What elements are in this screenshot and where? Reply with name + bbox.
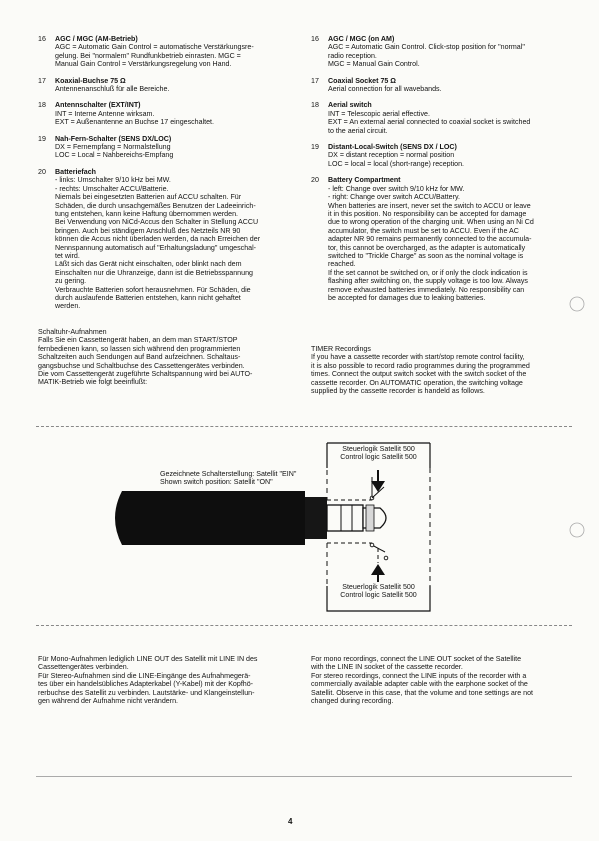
section-text-line: - links: Umschalter 9/10 kHz bei MW.	[55, 176, 171, 185]
section-text-line: EXT = Außenantenne an Buchse 17 eingeschaltet.	[55, 118, 215, 127]
section-text-line: Niemals bei eingesetzten Batterien auf ACCU schalten. Für	[55, 193, 242, 202]
section-number: 19	[311, 143, 319, 152]
section-text-line: Bei Verwendung von NiCd-Accus den Schalter in Stellung ACCU	[55, 218, 259, 227]
section-text-line: AGC = Automatic Gain Control = automatische Verstärkungsre-	[55, 43, 254, 52]
section-text-line: tor, this cannot be overcharged, as the adapter is automatically	[328, 243, 526, 252]
section-text-line: Aerial connection for all wavebands.	[328, 85, 442, 94]
section-title: Coaxial Socket 75 Ω	[328, 76, 396, 85]
section-text-line: LOC = Local = Nahbereichs-Empfang	[55, 151, 174, 160]
section-number: 18	[311, 101, 319, 110]
section-text-line: If the set cannot be switched on, or if only the clock indication is	[328, 268, 528, 277]
timer-text-line: MATIK-Betrieb wie folgt beeinflußt:	[38, 378, 148, 387]
section-text-line: LOC = local = local (short-range) reception.	[328, 159, 465, 168]
section-text-line: bringen. Auch bei ständigem Anschluß des Netzteils NR 90	[55, 226, 241, 235]
punch-hole-top	[570, 297, 584, 311]
german-recording-text	[38, 655, 293, 705]
recording-text-line: Cassettengerätes verbinden.	[38, 663, 129, 672]
section-text-line: DX = Fernempfang = Normalstellung	[55, 143, 171, 152]
top-label-english: Control logic Satellit 500	[340, 453, 417, 462]
english-recording-text	[311, 655, 571, 705]
recording-text-line: gen während der Aufnahme nicht verändern.	[38, 697, 178, 706]
timer-text-line: Falls Sie ein Cassettengerät haben, an dem man START/STOP	[38, 336, 238, 345]
section-text-line: to the aerial circuit.	[328, 126, 388, 135]
german-timer-title: Schaltuhr-Aufnahmen	[38, 328, 107, 336]
section-title: Distant-Local-Switch (SENS DX / LOC)	[328, 143, 457, 152]
section-text-line: INT = Telescopic aerial effective.	[328, 109, 430, 118]
section-text-line: werden.	[55, 302, 81, 311]
plug-body	[115, 491, 305, 545]
section-text-line: - right: Change over switch ACCU/Battery.	[328, 193, 460, 202]
top-label-german: Steuerlogik Satellit 500	[342, 445, 415, 453]
section-text-line: INT = Interne Antenne wirksam.	[55, 109, 155, 118]
section-text-line: MGC = Manual Gain Control.	[328, 60, 420, 69]
plug-collar	[305, 497, 327, 539]
punch-hole-bottom	[570, 523, 584, 537]
section-title: Aerial switch	[328, 101, 372, 110]
section-text-line: - rechts: Umschalter ACCU/Batterie.	[55, 184, 169, 193]
bottom-control-logic-label	[331, 583, 426, 599]
english-timer-title: TIMER Recordings	[311, 345, 371, 353]
recording-text-line: Satellit. Observe in this case, that the volume and tone settings are not	[311, 688, 534, 697]
section-text-line: Schäden, die durch unsachgemäßes Benutzen der Ladeeinrich-	[55, 201, 256, 210]
section-number: 16	[38, 35, 46, 43]
section-number: 17	[311, 76, 319, 85]
switch-position-caption	[160, 470, 335, 486]
section-title: Batteriefach	[55, 167, 97, 176]
plug-sleeve	[327, 505, 363, 531]
section-text-line: Läßt sich das Gerät nicht einschalten, oder blinkt nach dem	[55, 260, 242, 269]
timer-text-line: Die vom Cassettengerät zugeführte Schaltspannung wird bei AUTO-	[38, 370, 253, 379]
section-text-line: Manual Gain Control = Verstärkungsregelung von Hand.	[55, 60, 232, 69]
timer-text-line: cassette recorder. On AUTOMATIC operation, the switching voltage	[311, 378, 523, 387]
section-text-line: DX = distant reception = normal position	[328, 151, 455, 160]
lower-switch-terminal	[384, 556, 388, 560]
section-title: Antennschalter (EXT/INT)	[55, 101, 141, 110]
section-text-line: tet wird.	[55, 251, 80, 260]
section-text-line: AGC = Automatic Gain Control. Click-stop position for "normal"	[328, 43, 525, 52]
timer-text-line: Schaltzeiten auch Sendungen auf Band aufzeichnen. Schaltaus-	[38, 353, 241, 362]
section-text-line: accumulator, the switch must be set to ACCU. Even if the AC	[328, 226, 519, 235]
recording-text-line: tes über ein handelsübliches Adapterkabel (Y-Kabel) mit der Kopfhö-	[38, 680, 254, 689]
recording-text-line: with the LINE IN socket of the cassette recorder.	[311, 663, 463, 672]
section-number: 20	[311, 176, 319, 185]
recording-text-line: For mono recordings, connect the LINE OUT socket of the Satellite	[311, 655, 522, 663]
section-number: 20	[38, 167, 46, 176]
timer-text-line: it is also possible to record radio programmes during the programmed	[311, 361, 530, 370]
top-arrow-head	[371, 481, 385, 492]
timer-text-line: supplied by the cassette recorder is handeld as follows.	[311, 387, 485, 396]
section-text-line: tung entstehen, kann keine Haftung übernommen werden.	[55, 209, 238, 218]
recording-text-line: For stereo recordings, connect the LINE inputs of the recorder with a	[311, 671, 527, 680]
plug-contact	[366, 505, 374, 531]
lower-switch-contact	[370, 543, 374, 547]
recording-text-line: Für Mono-Aufnahmen lediglich LINE OUT des Satellit mit LINE IN des	[38, 655, 258, 663]
section-text-line: zu gering.	[55, 277, 87, 286]
recording-text-line: Für Stereo-Aufnahmen sind die LINE-Eingänge des Aufnahmegerä-	[38, 671, 251, 680]
section-text-line: Antennenanschluß für alle Bereiche.	[55, 85, 170, 94]
section-text-line: it in this position. No responsibility can be accepted for damage	[328, 209, 527, 218]
page-number: 4	[288, 817, 293, 826]
section-text-line: EXT = An external aerial connected to coaxial socket is switched	[328, 118, 531, 127]
section-text-line: switched to "Trickle Charge" as soon as the nominal voltage is	[328, 251, 524, 260]
section-number: 18	[38, 101, 46, 110]
section-text-line: Verbrauchte Batterien sofort herausnehmen. Für Schäden, die	[55, 285, 251, 294]
section-text-line: Einschalten nur die Uhranzeige, dann ist die Betriebsspannung	[55, 268, 253, 277]
section-text-line: flashing after switching on, the supply voltage is too low. Always	[328, 277, 528, 286]
section-text-line: können die Accus nicht überladen werden, da nach Erreichen der	[55, 235, 261, 244]
bottom-label-german: Steuerlogik Satellit 500	[342, 583, 415, 591]
section-text-line: Nennspannung automatisch auf "Erhaltungsladung" umgeschal-	[55, 243, 257, 252]
section-text-line: durch auslaufende Batterien entstehen, kann nicht gehaftet	[55, 293, 241, 302]
section-text-line: gelung. Bei "normalem" Rundfunkbetrieb einrasten. MGC =	[55, 51, 241, 60]
section-title: Nah-Fern-Schalter (SENS DX/LOC)	[55, 134, 172, 143]
section-text-line: When batteries are insert, never set the switch to ACCU or leave	[328, 201, 531, 210]
recording-text-line: rerbuchse des Satellit zu verbinden. Lautstärke- und Klangeinstellun-	[38, 688, 255, 697]
top-control-logic-label	[331, 445, 426, 461]
section-title: AGC / MGC (AM-Betrieb)	[55, 35, 138, 43]
recording-text-line: changed during recording.	[311, 697, 394, 706]
caption-english: Shown switch position: Satellit "ON"	[160, 478, 273, 487]
bottom-arrow-head	[371, 564, 385, 575]
caption-german: Gezeichnete Schalterstellung: Satellit "EIN"	[160, 470, 297, 478]
section-text-line: adapter NR 90 remains permanently connected to the accumula-	[328, 235, 532, 244]
section-number: 17	[38, 76, 46, 85]
section-number: 19	[38, 134, 46, 143]
section-text-line: be accepted for damages due to leaking batteries.	[328, 293, 486, 302]
section-text-line: reached.	[328, 260, 356, 269]
section-title: Koaxial-Buchse 75 Ω	[55, 76, 126, 85]
timer-text-line: If you have a cassette recorder with start/stop remote control facility,	[311, 353, 525, 362]
section-title: AGC / MGC (on AM)	[328, 35, 395, 43]
section-text-line: - left: Change over switch 9/10 kHz for MW.	[328, 184, 465, 193]
timer-text-line: times. Connect the output switch socket with the switch socket of the	[311, 370, 527, 379]
section-text-line: remove exhausted batteries immediately. No responsibility can	[328, 285, 525, 294]
bottom-label-english: Control logic Satellit 500	[340, 591, 417, 600]
timer-text-line: gangsbuchse und Schaltbuchse des Cassettengerätes verbinden.	[38, 361, 245, 370]
recording-text-line: commercially available adapter cable with the earphone socket of the	[311, 680, 528, 689]
section-text-line: due to wrong operation of the charging unit. When using an Ni Cd	[328, 218, 534, 227]
timer-text-line: fernbedienen kann, so lassen sich während den programmierten	[38, 344, 241, 353]
section-number: 16	[311, 35, 319, 43]
section-text-line: radio reception.	[328, 51, 377, 60]
section-title: Battery Compartment	[328, 176, 401, 185]
